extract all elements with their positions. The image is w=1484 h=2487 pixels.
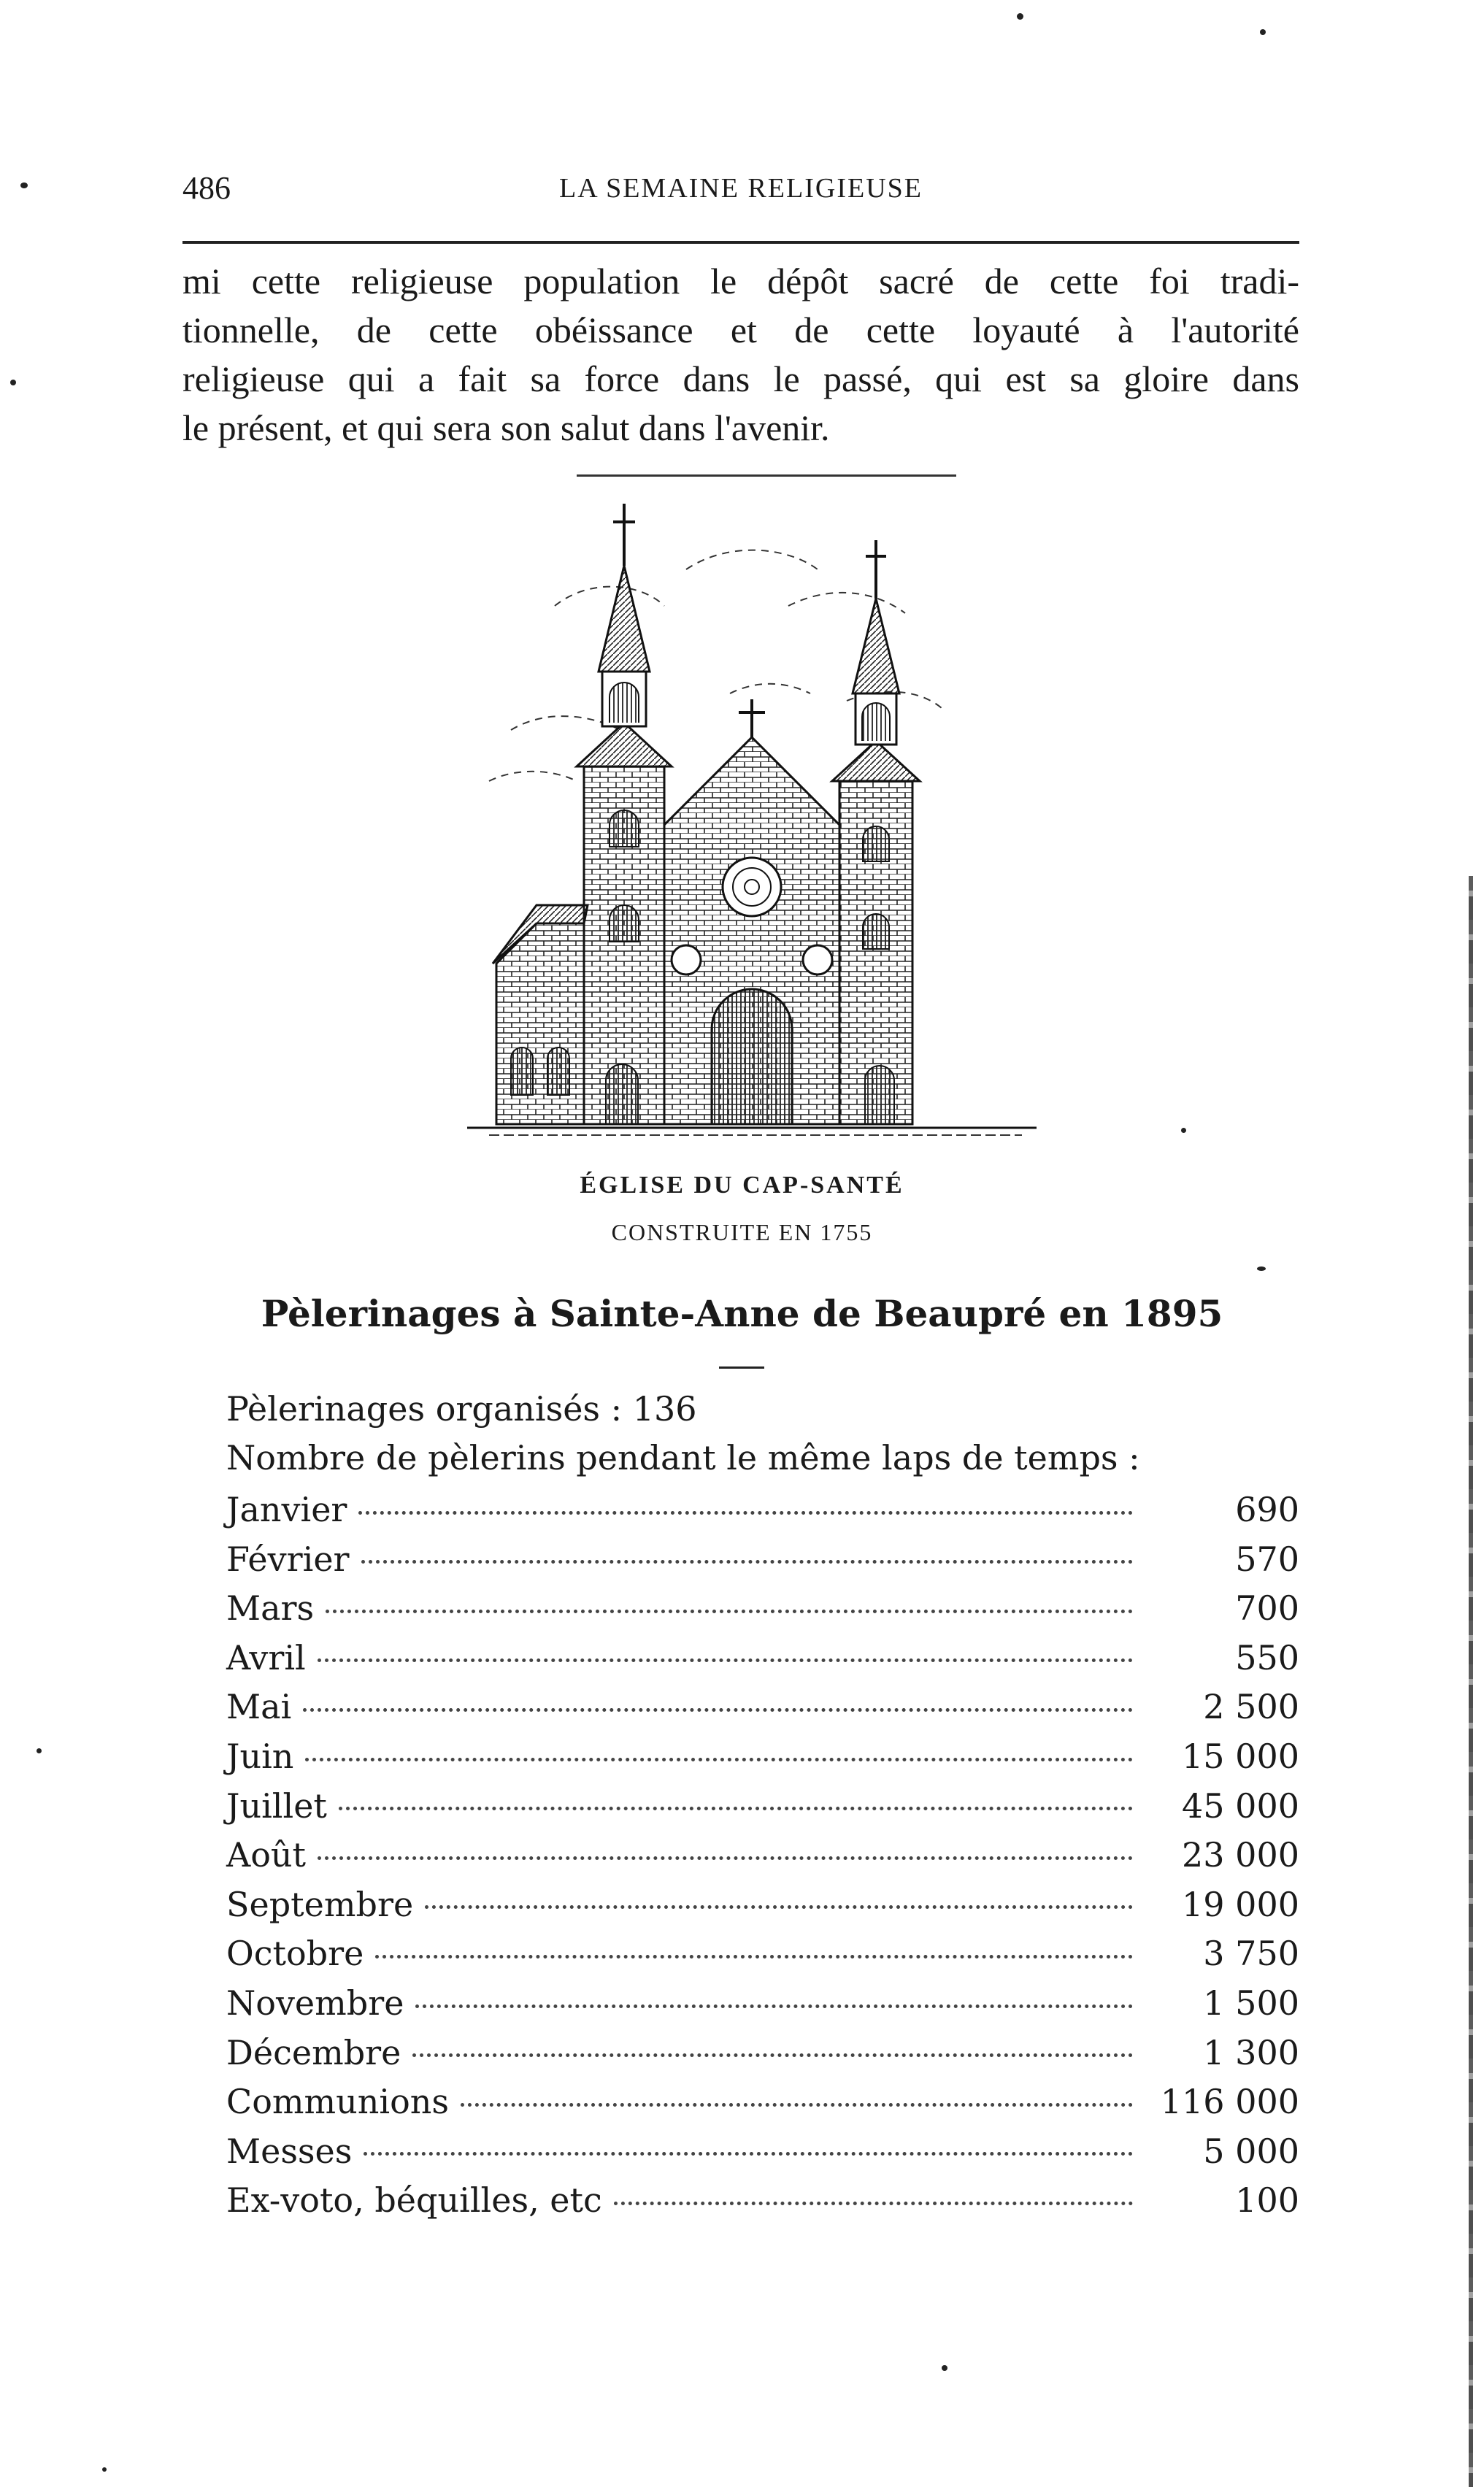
table-row: [226, 2176, 1299, 2226]
ink-speck: [36, 1748, 42, 1753]
row-value: 690: [1235, 1490, 1299, 1529]
row-value: 23 000: [1182, 1835, 1299, 1875]
illustration-caption-subtitle: CONSTRUITE EN 1755: [611, 1219, 873, 1245]
row-value: 700: [1235, 1588, 1299, 1629]
table-row: [226, 1485, 1299, 1535]
ink-speck: [942, 2365, 947, 2371]
dot-leader: [415, 2004, 1133, 2008]
row-value: 100: [1235, 2180, 1299, 2221]
row-label: Novembre: [226, 1983, 404, 2023]
title-dash: [719, 1366, 764, 1369]
page-number: 486: [182, 170, 231, 206]
pilgrims-count-intro: Nombre de pèlerins pendant le même laps de temps :: [226, 1438, 1140, 1477]
table-row: [226, 1782, 1299, 1831]
dot-leader: [364, 2152, 1133, 2156]
dot-leader: [318, 1658, 1133, 1662]
row-value: 2 500: [1203, 1687, 1299, 1727]
paragraph-line: le présent, et qui sera son salut dans l'avenir.: [182, 407, 830, 448]
paragraph-line: tionnelle, de cette obéissance et de cette loyauté à l'autorité: [182, 310, 1299, 350]
ink-speck: [10, 380, 16, 385]
row-value: 570: [1235, 1539, 1299, 1579]
row-label: Juin: [226, 1736, 294, 1776]
table-row: [226, 2077, 1299, 2127]
paragraph-line: mi cette religieuse population le dépôt sacré de cette foi tradi-: [182, 261, 1299, 301]
dot-leader: [361, 1560, 1133, 1564]
row-label: Septembre: [226, 1884, 414, 1924]
row-label: Décembre: [226, 2032, 401, 2072]
row-label: Avril: [226, 1637, 306, 1677]
table-row: [226, 1535, 1299, 1585]
row-value: 1 500: [1203, 1983, 1299, 2023]
table-row: [226, 1732, 1299, 1782]
illustration-caption-title: ÉGLISE DU CAP-SANTÉ: [580, 1172, 904, 1199]
row-value: 19 000: [1182, 1884, 1299, 1924]
pilgrims-table: [226, 1485, 1299, 2226]
table-row: [226, 1929, 1299, 1979]
row-value: 550: [1235, 1637, 1299, 1677]
paragraph-line: religieuse qui a fait sa force dans le passé, qui est sa gloire dans: [182, 358, 1299, 399]
row-label: Mai: [226, 1687, 292, 1727]
row-value: 45 000: [1182, 1786, 1299, 1826]
ink-speck: [1260, 29, 1266, 35]
table-row: [226, 2029, 1299, 2078]
running-title: LA SEMAINE RELIGIEUSE: [559, 173, 923, 204]
table-row: [226, 1584, 1299, 1634]
dot-leader: [425, 1905, 1133, 1909]
dot-leader: [461, 2103, 1133, 2107]
section-title: Pèlerinages à Sainte-Anne de Beaupré en 1895: [261, 1292, 1223, 1335]
row-value: 15 000: [1182, 1736, 1299, 1776]
row-label: Août: [226, 1835, 307, 1875]
table-row: [226, 2127, 1299, 2177]
ink-speck: [1257, 1266, 1266, 1271]
dot-leader: [303, 1708, 1133, 1712]
table-row: [226, 1979, 1299, 2029]
row-label: Messes: [226, 2131, 353, 2171]
row-value: 3 750: [1203, 1934, 1299, 1974]
section-divider: [577, 474, 956, 477]
dot-leader: [326, 1610, 1133, 1613]
ink-speck: [1181, 1128, 1186, 1133]
ink-speck: [1017, 13, 1023, 20]
dot-leader: [614, 2202, 1133, 2205]
row-value: 5 000: [1203, 2131, 1299, 2171]
row-label: Ex-voto, béquilles, etc: [226, 2180, 602, 2221]
dot-leader: [358, 1511, 1133, 1515]
row-label: Mars: [226, 1588, 315, 1629]
row-label: Octobre: [226, 1934, 364, 1974]
dot-leader: [375, 1955, 1133, 1959]
table-row: [226, 1880, 1299, 1930]
row-value: 1 300: [1203, 2032, 1299, 2072]
running-header: [182, 169, 1299, 220]
page-edge: [1469, 876, 1473, 2487]
row-label: Février: [226, 1539, 350, 1579]
row-label: Communions: [226, 2082, 450, 2122]
church-engraving: [467, 496, 1037, 1139]
pilgrimages-organized: Pèlerinages organisés : 136: [226, 1389, 697, 1429]
table-row: [226, 1634, 1299, 1683]
ink-speck: [102, 2467, 107, 2472]
row-label: Janvier: [226, 1490, 347, 1529]
table-row: [226, 1831, 1299, 1880]
dot-leader: [412, 2053, 1133, 2057]
dot-leader: [305, 1758, 1133, 1761]
header-rule: [182, 241, 1299, 244]
ink-speck: [20, 182, 28, 188]
dot-leader: [339, 1807, 1133, 1810]
opening-paragraph: [182, 257, 1299, 453]
row-label: Juillet: [226, 1786, 327, 1826]
dot-leader: [318, 1856, 1133, 1860]
table-row: [226, 1683, 1299, 1732]
row-value: 116 000: [1160, 2082, 1299, 2122]
